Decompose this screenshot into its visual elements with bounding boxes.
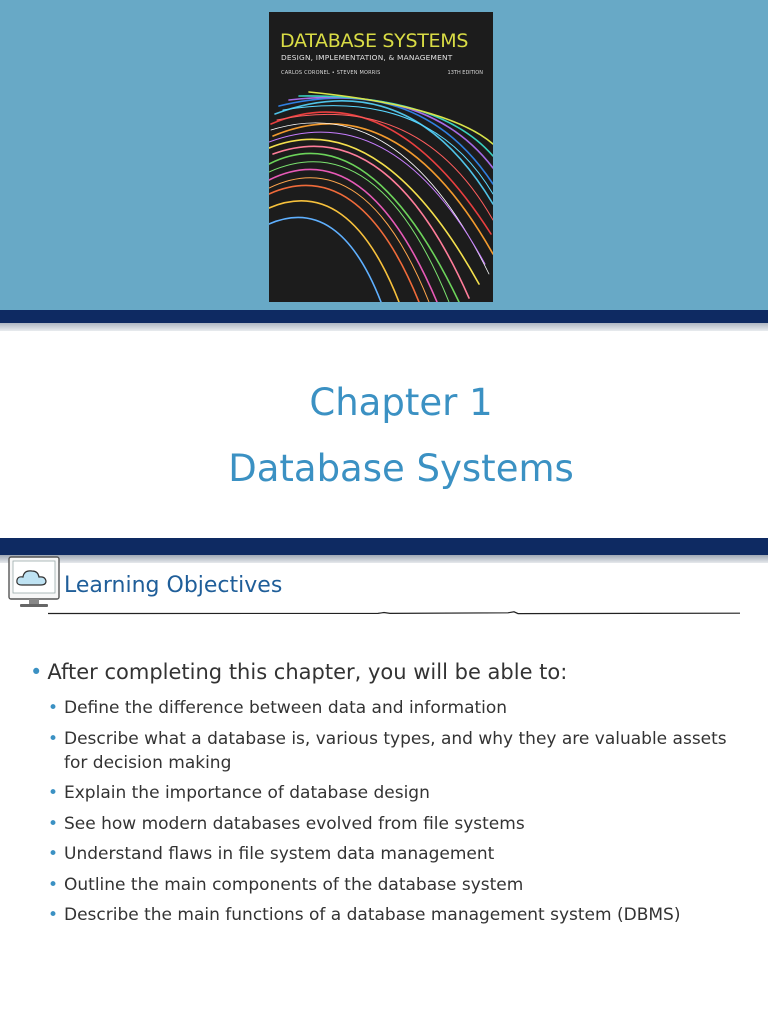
hero-stripe-shadow xyxy=(0,323,768,331)
objectives-slide xyxy=(0,538,768,1024)
book-cover xyxy=(269,12,493,302)
list-item-text: Define the difference between data and information xyxy=(64,698,508,718)
slide-heading: Learning Objectives xyxy=(64,573,283,598)
list-item-text: Understand flaws in file system data management xyxy=(64,844,495,864)
main-bullet xyxy=(30,660,567,684)
list-item-text: See how modern databases evolved from file systems xyxy=(64,813,525,834)
monitor-cloud-icon xyxy=(7,556,61,610)
heading-divider xyxy=(48,611,740,615)
chapter-title: Database Systems xyxy=(228,447,574,490)
list-item: • Define the difference between data and information xyxy=(48,698,508,718)
list-item: • See how modern databases evolved from file systems xyxy=(48,813,525,834)
cover-authors: CARLOS CORONEL • STEVEN MORRIS xyxy=(281,70,381,76)
list-item: • Describe the main functions of a database management system (DBMS) xyxy=(48,905,681,925)
list-item-text: Explain the importance of database design xyxy=(64,783,430,803)
cover-art xyxy=(269,84,493,302)
list-item: • Outline the main components of the database system xyxy=(48,874,524,895)
list-item-text: Outline the main components of the database system xyxy=(64,874,524,895)
cover-subtitle: DESIGN, IMPLEMENTATION, & MANAGEMENT xyxy=(281,53,453,62)
chapter-number: Chapter 1 xyxy=(309,381,493,424)
list-item-text: Describe the main functions of a database management system (DBMS) xyxy=(64,905,681,925)
bullet-marker: • xyxy=(30,660,43,684)
list-item: • Explain the importance of database design xyxy=(48,783,430,803)
objectives-list xyxy=(48,696,738,934)
cover-edition: 13TH EDITION xyxy=(447,70,483,76)
slide-title-block xyxy=(0,370,768,502)
list-item: • Understand flaws in file system data management xyxy=(48,844,495,864)
main-bullet-text: After completing this chapter, you will be able to: xyxy=(47,660,568,684)
header-stripe-shadow xyxy=(0,555,768,563)
list-item: • Describe what a database is, various types, and why they are valuable assets for decision making xyxy=(48,728,727,773)
header-stripe xyxy=(0,538,768,555)
cover-title: DATABASE SYSTEMS xyxy=(280,30,469,52)
list-item-text: Describe what a database is, various types, and why they are valuable assets for decision making xyxy=(64,728,727,773)
hero-stripe xyxy=(0,310,768,323)
